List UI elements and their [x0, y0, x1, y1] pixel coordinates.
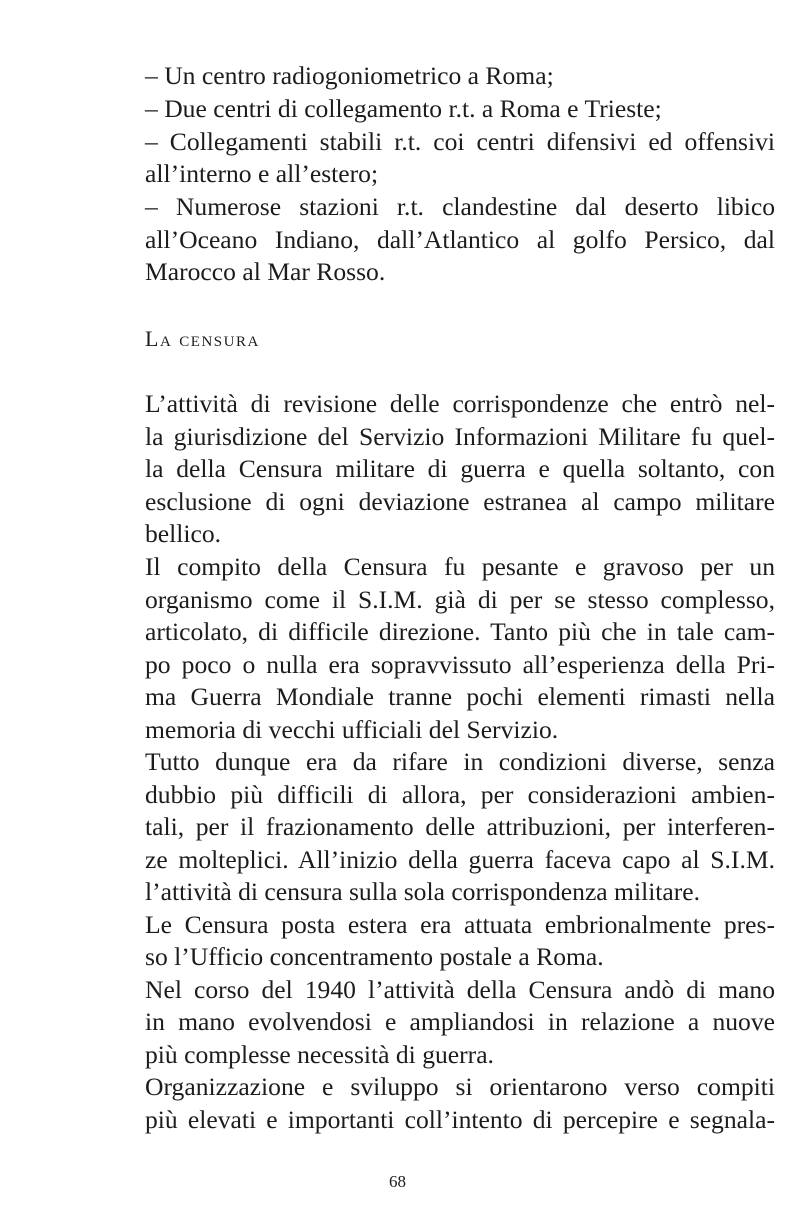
body-line: esclusione di ogni deviazione estranea al campo militare — [145, 487, 775, 516]
body-line: l’attività di censura sulla sola corrispondenza militare. — [145, 877, 701, 906]
body-line: più complesse necessità di guerra. — [145, 1040, 494, 1069]
list-line: – Un centro radiogoniometrico a Roma; — [145, 61, 554, 90]
body-line: in mano evolvendosi e ampliandosi in relazione a nuove — [145, 1007, 775, 1036]
list-line: Marocco al Mar Rosso. — [145, 257, 386, 286]
body-line: Organizzazione e sviluppo si orientarono verso compiti — [145, 1072, 775, 1101]
list-line: – Collegamenti stabili r.t. coi centri difensivi ed offensivi — [145, 127, 775, 156]
body-line: dubbio più difficili di allora, per considerazioni ambien- — [145, 780, 775, 809]
body-line: Tutto dunque era da rifare in condizioni diverse, senza — [145, 747, 775, 776]
body-line: la della Censura militare di guerra e quella soltanto, con — [145, 454, 775, 483]
body-line: organismo come il S.I.M. già di per se stesso complesso, — [145, 585, 775, 614]
page-number: 68 — [389, 1172, 406, 1191]
list-line: all’interno e all’estero; — [145, 159, 379, 188]
section-heading: La censura — [145, 326, 260, 351]
body-line: la giurisdizione del Servizio Informazioni Militare fu quel- — [145, 422, 775, 451]
body-line: Le Censura posta estera era attuata embrionalmente pres- — [145, 910, 775, 939]
body-line: ma Guerra Mondiale tranne pochi elementi rimasti nella — [145, 682, 775, 711]
body-line: po poco o nulla era sopravvissuto all’esperienza della Pri- — [145, 650, 775, 679]
list-line: all’Oceano Indiano, dall’Atlantico al golfo Persico, dal — [145, 225, 775, 254]
list-line: – Due centri di collegamento r.t. a Roma e Trieste; — [145, 94, 662, 123]
body-line: articolato, di difficile direzione. Tanto più che in tale cam- — [145, 617, 775, 646]
body-line: so l’Ufficio concentramento postale a Roma. — [145, 942, 604, 971]
body-line: ze molteplici. All’inizio della guerra faceva capo al S.I.M. — [145, 845, 775, 874]
body-line: L’attività di revisione delle corrispondenze che entrò nel- — [145, 389, 775, 418]
body-line: memoria di vecchi ufficiali del Servizio. — [145, 715, 559, 744]
list-line: – Numerose stazioni r.t. clandestine dal deserto libico — [145, 192, 775, 221]
body-line: Nel corso del 1940 l’attività della Censura andò di mano — [145, 975, 775, 1004]
body-line: bellico. — [145, 519, 222, 548]
body-line: più elevati e importanti coll’intento di percepire e segnala- — [145, 1105, 775, 1134]
body-line: Il compito della Censura fu pesante e gravoso per un — [145, 552, 775, 581]
body-line: tali, per il frazionamento delle attribuzioni, per interferen- — [145, 812, 775, 841]
